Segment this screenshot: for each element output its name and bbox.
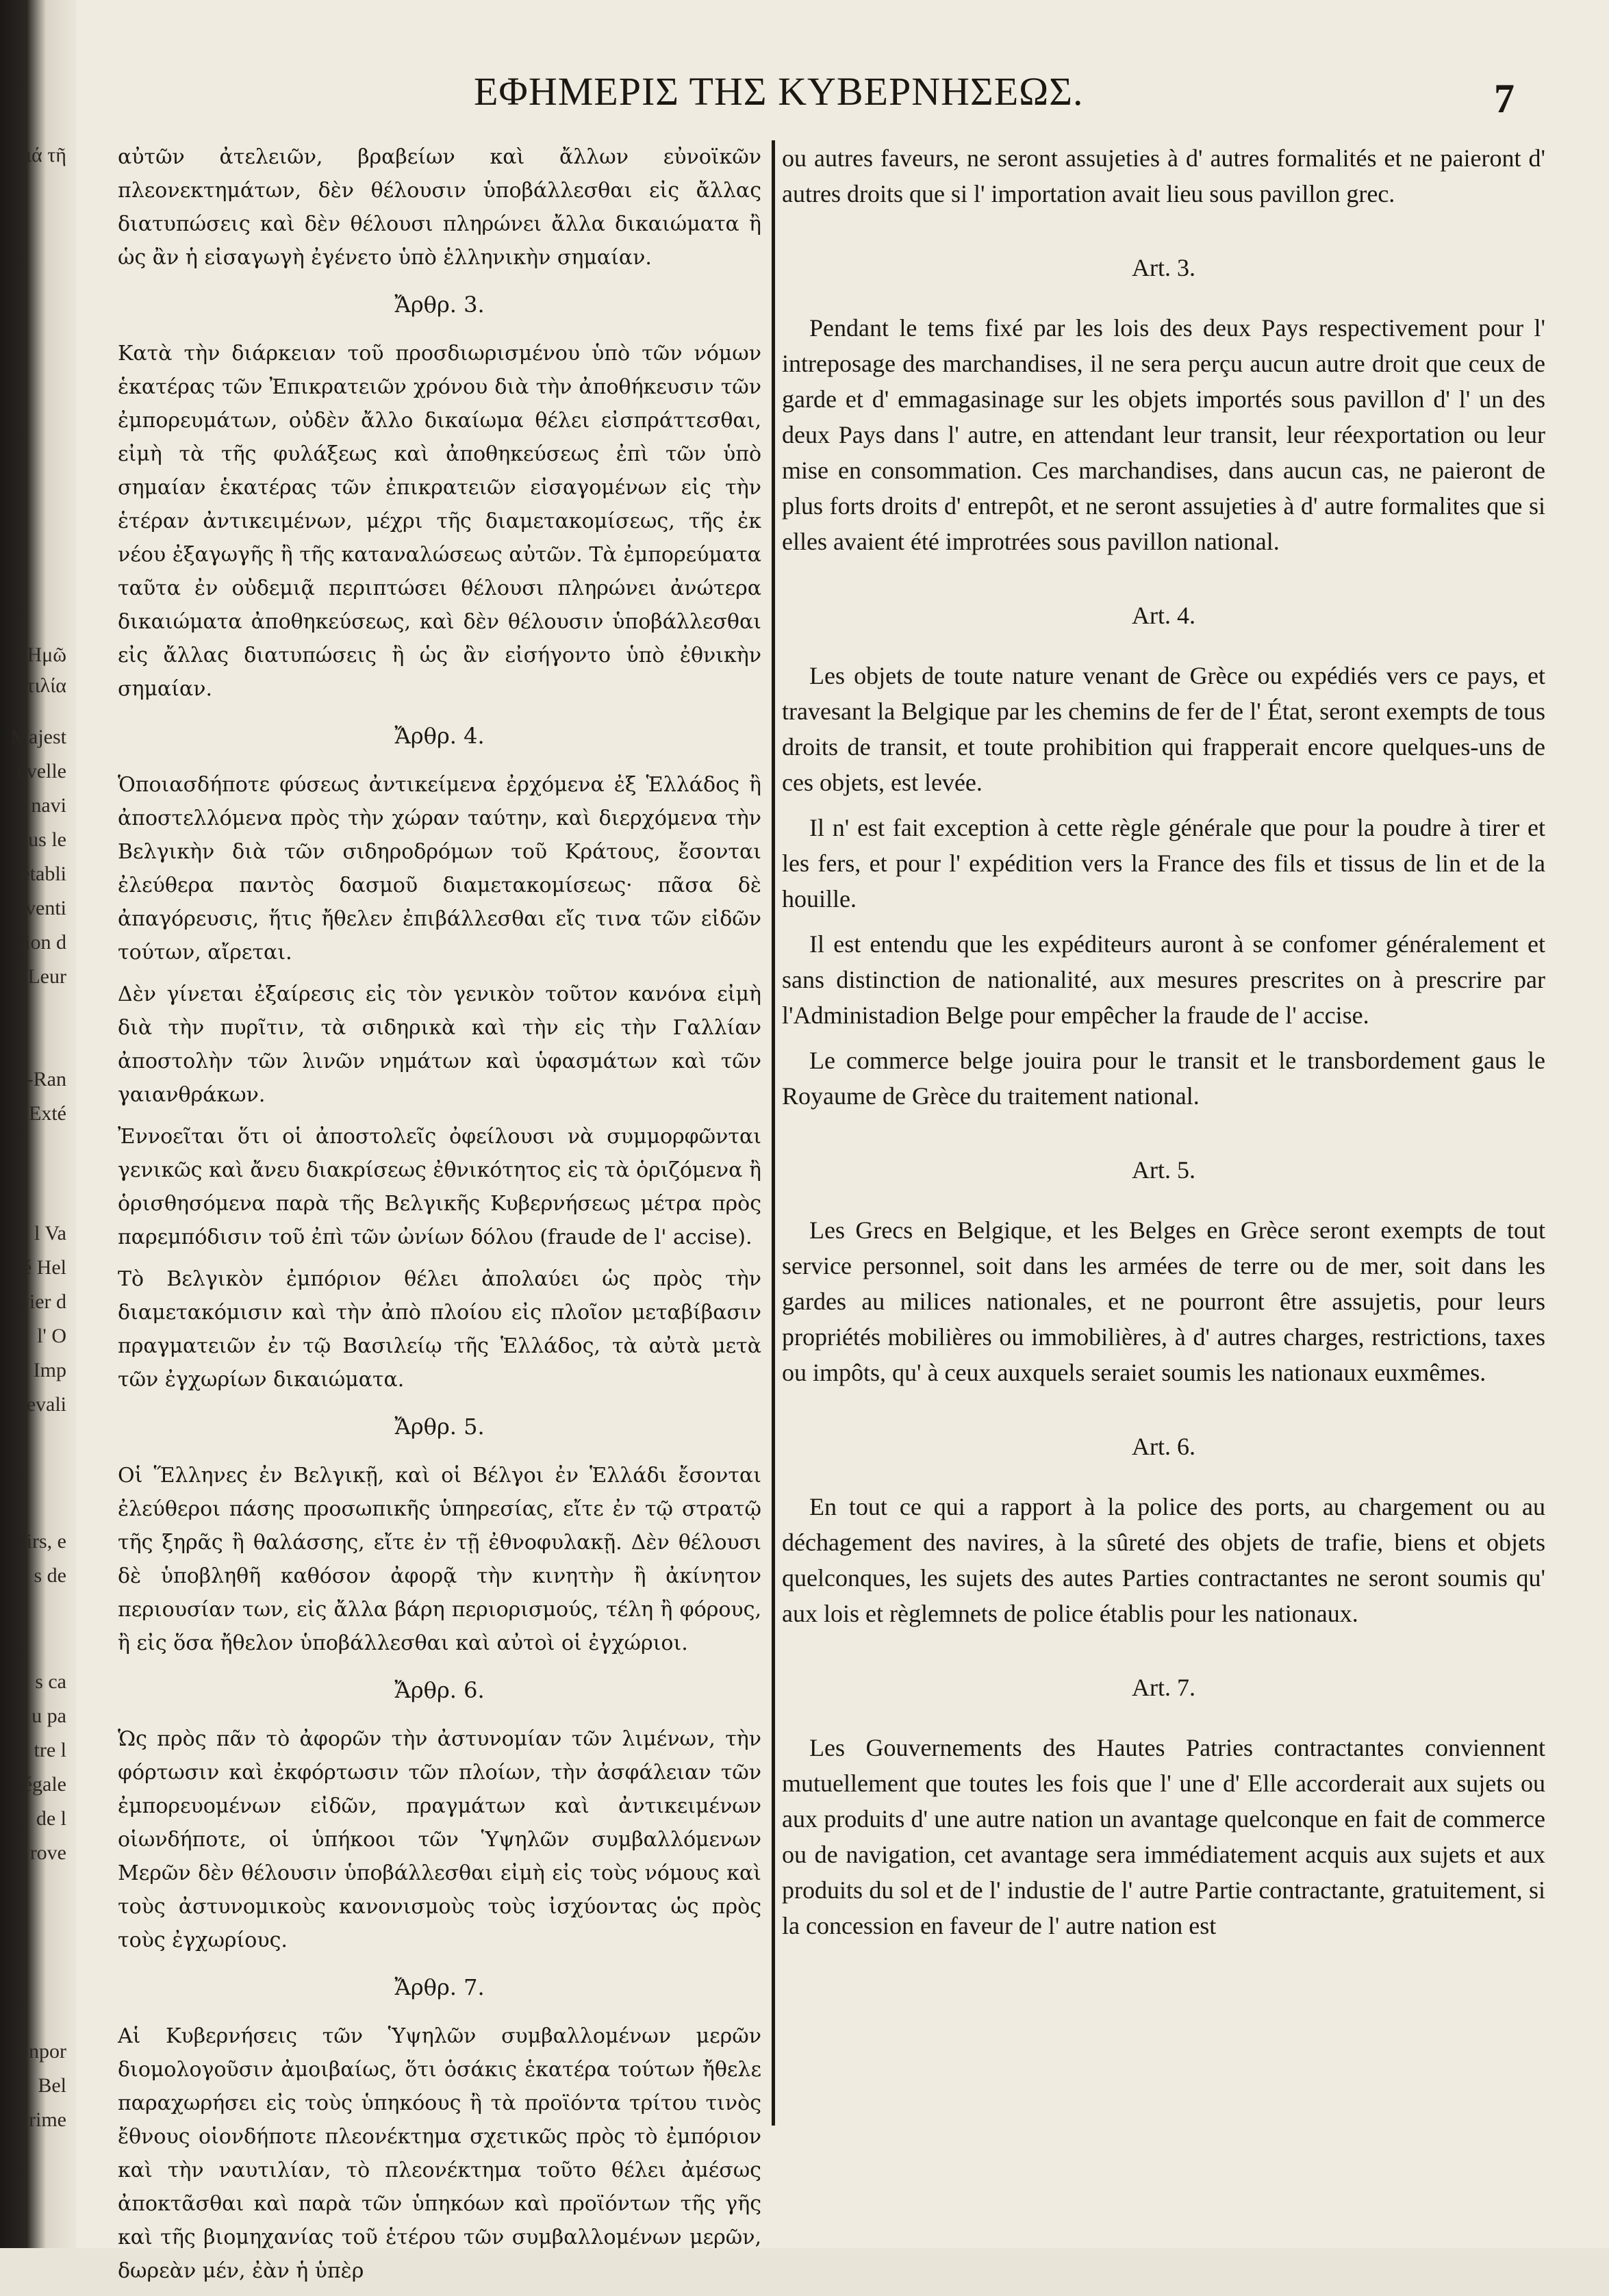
gutter-fragment: tre l [34, 1739, 66, 1761]
gutter-fragment: irs, e [26, 1530, 66, 1553]
gutter-fragment: τιλία [26, 674, 66, 697]
french-article-4-paragraph-4: Le commerce belge jouira pour le transit et le transbordement gaus le Royaume de Grèce du traitement national. [782, 1047, 1545, 1110]
french-column [782, 140, 1545, 1953]
greek-article-4-paragraph-2: Δὲν γίνεται ἐξαίρεσις εἰς τὸν γενικὸν τοῦτον κανόνα εἰμὴ διὰ τὴν πυρῖτιν, τὰ σιδηρικὰ καὶ τὴν εἰς τὴν Γαλλίαν ἀποστολὴν τῶν λινῶν νημάτων καὶ ὑφασμάτων καὶ τῶν γαιανθράκων. [118, 982, 761, 1107]
gutter-fragment: u pa [31, 1705, 66, 1727]
gutter-fragment: Bel [38, 2074, 66, 2097]
gutter-fragment: établi [21, 863, 66, 885]
gutter-fragment: Exté [29, 1102, 66, 1125]
greek-article-4-paragraph-1: Ὁποιασδήποτε φύσεως ἀντικείμενα ἐρχόμενα ἐξ Ἑλλάδος ἢ ἀποστελλόμενα πρὸς τὴν χώραν ταύτην, καὶ διερχόμενα τὴν Βελγικὴν διὰ τῶν σιδηροδρόμων τοῦ Κράτους, ἔσονται ἐλεύθερα παντὸς δασμοῦ διαμετακομίσεως· πᾶσα δὲ ἀπαγόρευσις, ἥτις ἤθελεν ἐπιβάλλεσθαι εἴς τινα τῶν εἰδῶν τούτων, αἴρεται. [118, 773, 761, 965]
greek-article-6-text: Ὡς πρὸς πᾶν τὸ ἀφορῶν τὴν ἀστυνομίαν τῶν λιμένων, τὴν φόρτωσιν καὶ ἐκφόρτωσιν τῶν πλοίων, τὴν ἀσφάλειαν τῶν ἐμπορευομένων εἰδῶν, πραγμάτων καὶ ἀντικειμένων οἱωνδήποτε, οἱ ὑπήκοοι τῶν Ὑψηλῶν συμβαλλόμενων Μερῶν δὲν θέλουσιν ὑποβάλλεσθαι εἰμὴ εἰς τοὺς νόμους καὶ τοὺς ἀστυνομικοὺς κανονισμοὺς τοὺς ἰσχύοντας ὡς πρὸς τοὺς ἐγχωρίους. [118, 1727, 761, 1952]
gutter-fragment: lus le [22, 828, 66, 851]
gutter-fragment: uvelle [16, 760, 66, 782]
french-article-7-heading: Art. 7. [1132, 1674, 1195, 1701]
greek-article-7-text: Αἱ Κυβερνήσεις τῶν Ὑψηλῶν συμβαλλομένων μερῶν διομολογοῦσιν ἀμοιβαίως, ὅτι ὁσάκις ἑκατέρα τούτων ἤθελε παραχωρήσει εἰς τοὺς ὑπηκόους ἢ τὰ προϊόντα τρίτου τινὸς ἔθνους οἱονδήποτε πλεονέκτημα σχετικῶς πρὸς τὸ ἐμπόριον καὶ τὴν ναυτιλίαν, τὸ πλεονέκτημα τοῦτο θέλει ἀμέσως ἀποκτᾶσθαι καὶ παρὰ τῶν ὑπηκόων καὶ προϊόντων τῆς γῆς καὶ τῆς βιομηχανίας τοῦ ἑτέρου τῶν συμβαλλομένων μερῶν, δωρεὰν μέν, ἐὰν ἡ ὑπὲρ [118, 2024, 761, 2283]
french-article-3-text: Pendant le tems fixé par les lois des deux Pays respectivement pour l' intreposage des marchandises, il ne sera perçu aucun autre droit que ceux de garde et d' emmagasinage sur les objets importés sous pavillon d' l' un des deux Pays dans l' autre, en attendant leur transit, leur réexportation ou leur mise en consommation. Ces marchandises, dans aucun cas, ne paieront de plus forts droits d' entrepôt, et ne seront assujeties à d' autre formalites que si elles avaient été improtrées sous pavillon national. [782, 314, 1545, 555]
gutter-fragment: ion d [25, 931, 66, 954]
french-article-4-paragraph-2: Il n' est fait exception à cette règle générale que pour la poudre à tirer et les fers, et pour l' expédition vers la France des fils et tissus de lin et de la houille. [782, 814, 1545, 913]
greek-article-3-heading: Ἄρθρ. 3. [394, 292, 485, 318]
french-article-7-text: Les Gouvernements des Hautes Patries contractantes conviennent mutuellement que toutes les fois que l' une d' Elle accorderait aux sujets ou aux produits d' une autre nation un avantage quelconque en fait de commerce ou de navigation, cet avantage sera immédiatement acquis aux sujets et aux produits du sol et de l' industie de l' autre Partie contractante, gratuitement, si la concession en faveur de l' autre nation est [782, 1734, 1545, 1939]
gutter-fragment: l' O [37, 1325, 66, 1347]
column-divider [772, 140, 775, 2126]
gutter-fragment: evali [26, 1393, 66, 1416]
gutter-fragment: de l [36, 1807, 66, 1830]
gutter-fragment: rove [29, 1841, 66, 1864]
french-article-4-paragraph-1: Les objets de toute nature venant de Grèce ou expédiés vers ce pays, et travesant la Belgique par les chemins de fer de l' État, seront exempts de tous droits de transit, et toute prohibition qui frapperait encore quelques-uns de ces objets, est levée. [782, 662, 1545, 796]
french-article-6-text: En tout ce qui a rapport à la police des ports, au chargement ou au déchagement des navires, à la sûreté des objets de trafie, biens et objets quelconques, les sujets des autes Parties contractantes ne seront soumis qu' aux lois et règlemnets de police établis pour les nationaux. [782, 1493, 1545, 1627]
gutter-fragment: é Hel [22, 1256, 66, 1279]
gutter-fragment: venti [25, 897, 66, 919]
gutter-fragment: l Va [34, 1222, 66, 1245]
gutter-fragment: -Ran [26, 1068, 66, 1090]
french-article-4-paragraph-3: Il est entendu que les expéditeurs auront à se confomer généralement et sans distinction de nationalité, aux mesures prescrites on à prescrire par l'Administadion Belge pour empêcher la fraude de l' accise. [782, 930, 1545, 1029]
gutter-fragment: Imp [33, 1359, 66, 1381]
french-intro-paragraph: ou autres faveurs, ne seront assujeties à d' autres formalités et ne paieront d' autres droits que si l' importation avait lieu sous pavillon grec. [782, 144, 1545, 207]
gutter-fragment: ιά τῆ [25, 144, 66, 166]
french-article-3-heading: Art. 3. [1132, 254, 1195, 281]
gazette-title: ΕΦΗΜΕΡΙΣ ΤΗΣ ΚΥΒΕΡΝΗΣΕΩΣ. [474, 69, 1084, 114]
gutter-fragment: s de [34, 1564, 66, 1587]
greek-article-5-text: Οἱ Ἕλληνες ἐν Βελγικῇ, καὶ οἱ Βέλγοι ἐν Ἑλλάδι ἔσονται ἐλεύθεροι πάσης προσωπικῆς ὑπηρεσίας, εἴτε ἐν τῷ στρατῷ τῆς ξηρᾶς ἢ θαλάσσης, εἴτε ἐν τῇ ἐθνοφυλακῇ. Δὲν θέλουσι δὲ ὑποβληθῆ καθόσον ἀφορᾷ τὴν κινητὴν ἢ ἀκίνητον περιουσίαν των, εἰς ἄλλα βάρη περιορισμούς, τέλη ἢ φόρους, ἢ εἰς ὅσα ἤθελον ὑποβάλλεσθαι καὶ αὐτοὶ οἱ ἐγχώριοι. [118, 1464, 761, 1655]
gutter-fragment: npor [29, 2040, 66, 2063]
greek-article-6-heading: Ἄρθρ. 6. [394, 1677, 485, 1703]
gutter-fragment: Ημῶ [27, 643, 66, 666]
gutter-fragment: ier d [29, 1290, 66, 1313]
greek-article-5-heading: Ἄρθρ. 5. [394, 1414, 485, 1440]
gutter-fragment: égale [23, 1773, 66, 1796]
greek-article-4-heading: Ἄρθρ. 4. [394, 723, 485, 749]
greek-intro-paragraph: αὐτῶν ἀτελειῶν, βραβείων καὶ ἄλλων εὐνοϊκῶν πλεονεκτημάτων, δὲν θέλουσιν ὑποβάλλεσθαι εἰς ἄλλας διατυπώσεις καὶ δὲν θέλουσι πληρώνει ἄλλα δικαιώματα ἢ ὡς ἂν ἡ εἰσαγωγὴ ἐγένετο ὑπὸ ἑλληνικὴν σημαίαν. [118, 145, 761, 270]
greek-column [118, 140, 761, 2296]
greek-article-3-text: Κατὰ τὴν διάρκειαν τοῦ προσδιωρισμένου ὑπὸ τῶν νόμων ἑκατέρας τῶν Ἐπικρατειῶν χρόνου διὰ τὴν ἀποθήκευσιν τῶν ἐμπορευμάτων, οὐδὲν ἄλλο δικαίωμα θέλει εἰσπράττεσθαι, εἰμὴ τὰ τῆς φυλάξεως καὶ ἀποθηκεύσεως ἐπὶ τῶν ὑπὸ σημαίαν ἑκατέρας τῶν ἐπικρατειῶν εἰσαγομένων εἰς τὴν ἑτέραν ἀντικειμένων, μέχρι τῆς διαμετακομίσεως, τῆς ἐκ νέου ἐξαγωγῆς ἢ τῆς καταναλώσεως αὐτῶν. Τὰ ἐμπορεύματα ταῦτα ἐν οὐδεμιᾷ περιπτώσει θέλουσι πληρώνει ἀνώτερα δικαιώματα ἀποθηκεύσεως, καὶ δὲν θέλουσιν ὑποβάλλεσθαι εἰς ἄλλας διατυπώσεις ἢ ὡς ἂν εἰσήγοντο ὑπὸ ἐθνικὴν σημαίαν. [118, 342, 761, 701]
greek-article-7-heading: Ἄρθρ. 7. [394, 1974, 485, 2000]
french-article-4-heading: Art. 4. [1132, 602, 1195, 629]
page-header [77, 68, 1480, 123]
french-article-5-text: Les Grecs en Belgique, et les Belges en Grèce seront exempts de tout service personnel, soit dans les armées de terre ou de mer, soit dans les gardes au milices nationales, et ne pourront être assujetis, pour leurs propriétés mobilières ou immobilières, à d' autres charges, restrictions, taxes ou impôts, qu' à ceux auxquels seraiet soumis les nationaux euxmêmes. [782, 1216, 1545, 1386]
page-number: 7 [1494, 76, 1515, 121]
previous-page-fragments [0, 0, 72, 2248]
gutter-fragment: Majest [10, 726, 66, 748]
gutter-fragment: Leur [27, 965, 66, 988]
greek-article-4-paragraph-3: Ἐννοεῖται ὅτι οἱ ἀποστολεῖς ὀφείλουσι νὰ συμμορφῶνται γενικῶς καὶ ἄνευ διακρίσεως ἐθνικότητος εἰς τὰ ὁριζόμενα ἢ ὁρισθησόμενα παρὰ τῆς Βελγικῆς Κυβερνήσεως μέτρα πρὸς παρεμπόδισιν τοῦ ἐπὶ τῶν ὠνίων δόλου (fraude de l' accise). [118, 1125, 761, 1249]
gutter-fragment: s ca [35, 1670, 66, 1693]
gazette-page [77, 0, 1609, 2283]
greek-article-4-paragraph-4: Τὸ Βελγικὸν ἐμπόριον θέλει ἀπολαύει ὡς πρὸς τὴν διαμετακόμισιν καὶ τὴν ἀπὸ πλοίου εἰς πλοῖον μεταβίβασιν πραγματειῶν ἐν τῷ Βασιλείῳ τῆς Ἑλλάδος, τὰ αὐτὰ μετὰ τῶν ἐγχωρίων δικαιώματα. [118, 1267, 761, 1392]
gutter-fragment: rime [29, 2108, 66, 2131]
gutter-fragment: navi [31, 794, 66, 817]
french-article-5-heading: Art. 5. [1132, 1156, 1195, 1184]
french-article-6-heading: Art. 6. [1132, 1433, 1195, 1460]
